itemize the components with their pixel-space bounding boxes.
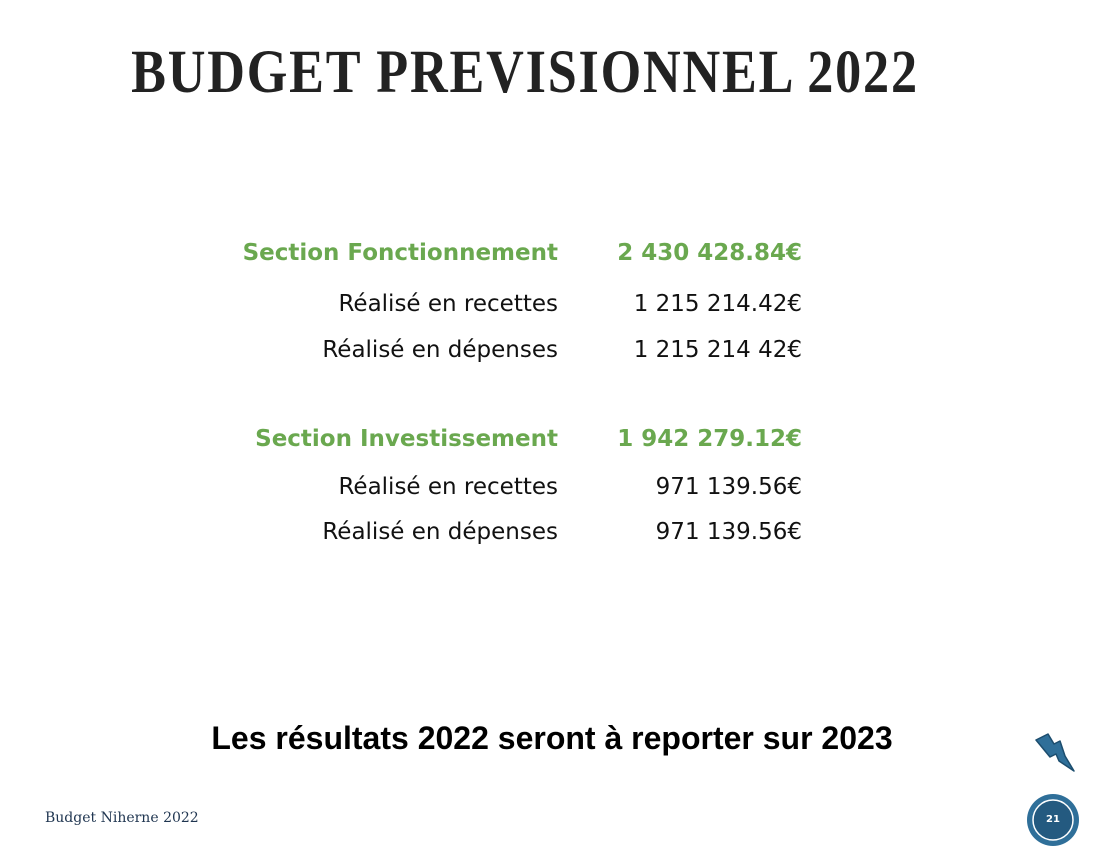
detail-amount: 1 215 214 42€ [633, 337, 802, 363]
footer-text: Budget Niherne 2022 [45, 810, 199, 826]
section-row-fonctionnement [0, 240, 1108, 274]
detail-label: Réalisé en dépenses [322, 337, 558, 363]
detail-row [0, 337, 1108, 371]
conclusion-text: Les résultats 2022 seront à reporter sur 2023 [211, 720, 893, 756]
section-label: Section Investissement [255, 426, 558, 452]
detail-label: Réalisé en dépenses [322, 519, 558, 545]
section-amount: 1 942 279.12€ [617, 426, 802, 452]
section-row-investissement [0, 426, 1108, 460]
detail-label: Réalisé en recettes [338, 291, 558, 317]
detail-amount: 1 215 214.42€ [633, 291, 802, 317]
detail-row [0, 519, 1108, 553]
detail-amount: 971 139.56€ [655, 519, 802, 545]
page-number-badge [1026, 793, 1080, 847]
detail-amount: 971 139.56€ [655, 474, 802, 500]
lightning-bolt-icon [1032, 730, 1076, 776]
section-amount: 2 430 428.84€ [617, 240, 802, 266]
detail-row [0, 291, 1108, 325]
detail-label: Réalisé en recettes [338, 474, 558, 500]
slide-title: BUDGET PREVISIONNEL 2022 [131, 37, 919, 106]
section-label: Section Fonctionnement [242, 240, 558, 266]
page-number: 21 [1046, 814, 1060, 825]
detail-row [0, 474, 1108, 508]
